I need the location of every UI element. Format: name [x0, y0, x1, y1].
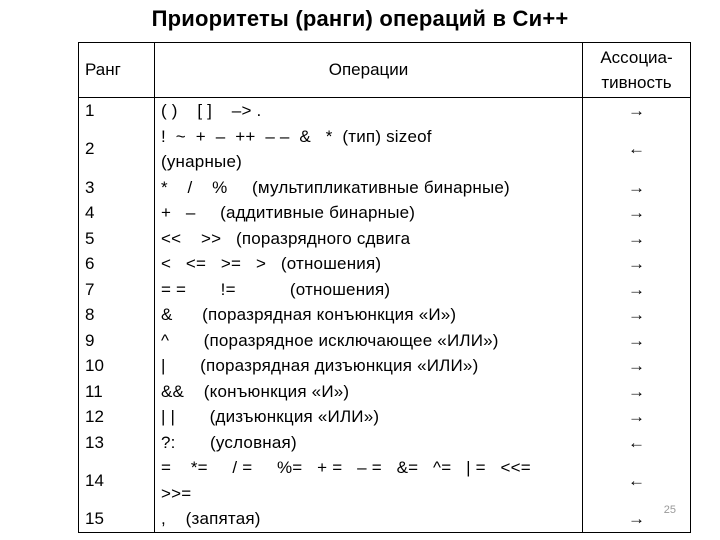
- table-row: [79, 175, 691, 201]
- table-row: [79, 404, 691, 430]
- table-row: [79, 353, 691, 379]
- rank-cell: 7: [79, 277, 155, 303]
- operations-cell: + – (аддитивные бинарные): [155, 200, 583, 226]
- operations-cell: = *= / = %= + = – = &= ^= | = <<= >>=: [155, 455, 583, 506]
- header-assoc-line1: Ассоциа-: [600, 47, 673, 67]
- associativity-arrow: →: [583, 353, 691, 379]
- table-row: [79, 302, 691, 328]
- page-title: Приоритеты (ранги) операций в Си++: [151, 6, 569, 31]
- associativity-arrow: →: [583, 404, 691, 430]
- associativity-arrow: ←: [583, 455, 691, 506]
- operations-cell: & (поразрядная конъюнкция «И»): [155, 302, 583, 328]
- table-header-row: [79, 43, 691, 98]
- table-row: [79, 277, 691, 303]
- table-row: [79, 226, 691, 252]
- rank-cell: 12: [79, 404, 155, 430]
- header-associativity: [583, 43, 691, 98]
- operations-cell: ^ (поразрядное исключающее «ИЛИ»): [155, 328, 583, 354]
- rank-cell: 6: [79, 251, 155, 277]
- operator-precedence-table: [78, 42, 691, 533]
- rank-cell: 11: [79, 379, 155, 405]
- operations-cell: && (конъюнкция «И»): [155, 379, 583, 405]
- rank-cell: 14: [79, 455, 155, 506]
- operations-cell: < <= >= > (отношения): [155, 251, 583, 277]
- header-assoc-line2: тивность: [601, 73, 672, 92]
- table-row: [79, 200, 691, 226]
- rank-cell: 10: [79, 353, 155, 379]
- rank-cell: 1: [79, 98, 155, 124]
- operations-cell: , (запятая): [155, 506, 583, 532]
- associativity-arrow: →: [583, 175, 691, 201]
- associativity-arrow: →: [583, 506, 691, 532]
- associativity-arrow: →: [583, 251, 691, 277]
- operations-cell: | (поразрядная дизъюнкция «ИЛИ»): [155, 353, 583, 379]
- page-number: 25: [663, 504, 676, 516]
- rank-cell: 13: [79, 430, 155, 456]
- associativity-arrow: →: [583, 200, 691, 226]
- associativity-arrow: ←: [583, 124, 691, 175]
- associativity-arrow: →: [583, 302, 691, 328]
- table-row: [79, 506, 691, 532]
- table-row: [79, 251, 691, 277]
- operations-cell: * / % (мультипликативные бинарные): [155, 175, 583, 201]
- associativity-arrow: →: [583, 277, 691, 303]
- operations-cell: ?: (условная): [155, 430, 583, 456]
- table-row: [79, 455, 691, 506]
- rank-cell: 3: [79, 175, 155, 201]
- rank-cell: 9: [79, 328, 155, 354]
- table-row: [79, 124, 691, 175]
- operations-cell: ( ) [ ] –> .: [155, 98, 583, 124]
- table-row: [79, 379, 691, 405]
- operations-cell: = = != (отношения): [155, 277, 583, 303]
- header-rank: Ранг: [79, 43, 155, 98]
- associativity-arrow: →: [583, 328, 691, 354]
- table-row: [79, 98, 691, 124]
- rank-cell: 15: [79, 506, 155, 532]
- operations-cell: | | (дизъюнкция «ИЛИ»): [155, 404, 583, 430]
- header-operations: Операции: [155, 43, 583, 98]
- associativity-arrow: →: [583, 226, 691, 252]
- associativity-arrow: ←: [583, 430, 691, 456]
- rank-cell: 4: [79, 200, 155, 226]
- operations-cell: ! ~ + – ++ – – & * (тип) sizeof (унарные): [155, 124, 583, 175]
- table-row: [79, 430, 691, 456]
- associativity-arrow: →: [583, 379, 691, 405]
- rank-cell: 5: [79, 226, 155, 252]
- rank-cell: 2: [79, 124, 155, 175]
- associativity-arrow: →: [583, 98, 691, 124]
- table-body: [79, 98, 691, 533]
- operations-cell: << >> (поразрядного сдвига: [155, 226, 583, 252]
- table-row: [79, 328, 691, 354]
- rank-cell: 8: [79, 302, 155, 328]
